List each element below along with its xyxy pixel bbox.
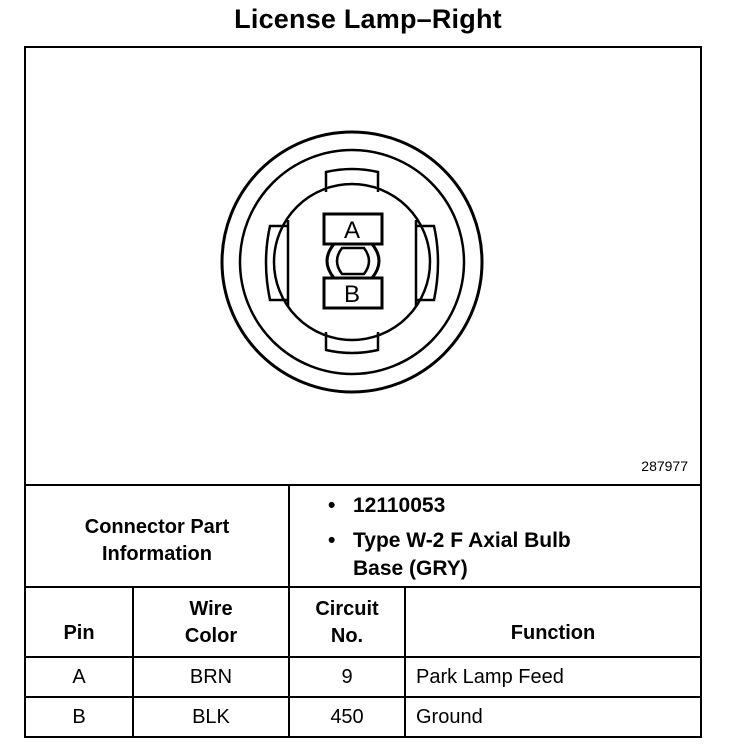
pin-label-b: B <box>343 281 361 308</box>
header-pin: Pin <box>63 622 95 644</box>
part-number: 12110053 <box>353 494 446 517</box>
connector-info-list <box>328 492 698 583</box>
cell-function: Ground <box>416 706 483 728</box>
pin-label-a: A <box>343 217 361 244</box>
cell-pin: B <box>72 706 86 728</box>
cell-pin: A <box>72 666 86 688</box>
connector-frame <box>24 46 702 738</box>
cell-function: Park Lamp Feed <box>416 666 564 688</box>
connector-face-drawing <box>26 48 700 484</box>
bullet-marker: • <box>328 494 336 517</box>
table-row <box>26 658 700 696</box>
figure-number: 287977 <box>641 458 688 474</box>
connector-inner-ring <box>274 184 430 340</box>
diagram-title: License Lamp–Right <box>234 4 502 34</box>
header-wire-color: Wire Color <box>184 598 238 647</box>
connector-top-tab <box>326 169 378 192</box>
header-function: Function <box>510 622 596 644</box>
table-row <box>26 698 700 736</box>
cell-circuit: 9 <box>341 666 353 688</box>
bullet-marker: • <box>328 529 336 552</box>
divider-diagram <box>26 484 700 486</box>
connector-type: Type W-2 F Axial Bulb Base (GRY) <box>353 529 571 580</box>
cell-wire-color: BLK <box>192 706 230 728</box>
cell-wire-color: BRN <box>189 666 233 688</box>
divider-info <box>26 586 700 588</box>
info-bullet <box>328 527 698 583</box>
header-circuit-no: Circuit No. <box>315 598 379 647</box>
info-bullet <box>328 492 698 520</box>
connector-info-label: Connector Part Information <box>84 516 230 565</box>
connector-bottom-tab <box>326 332 378 353</box>
cell-circuit: 450 <box>330 706 364 728</box>
